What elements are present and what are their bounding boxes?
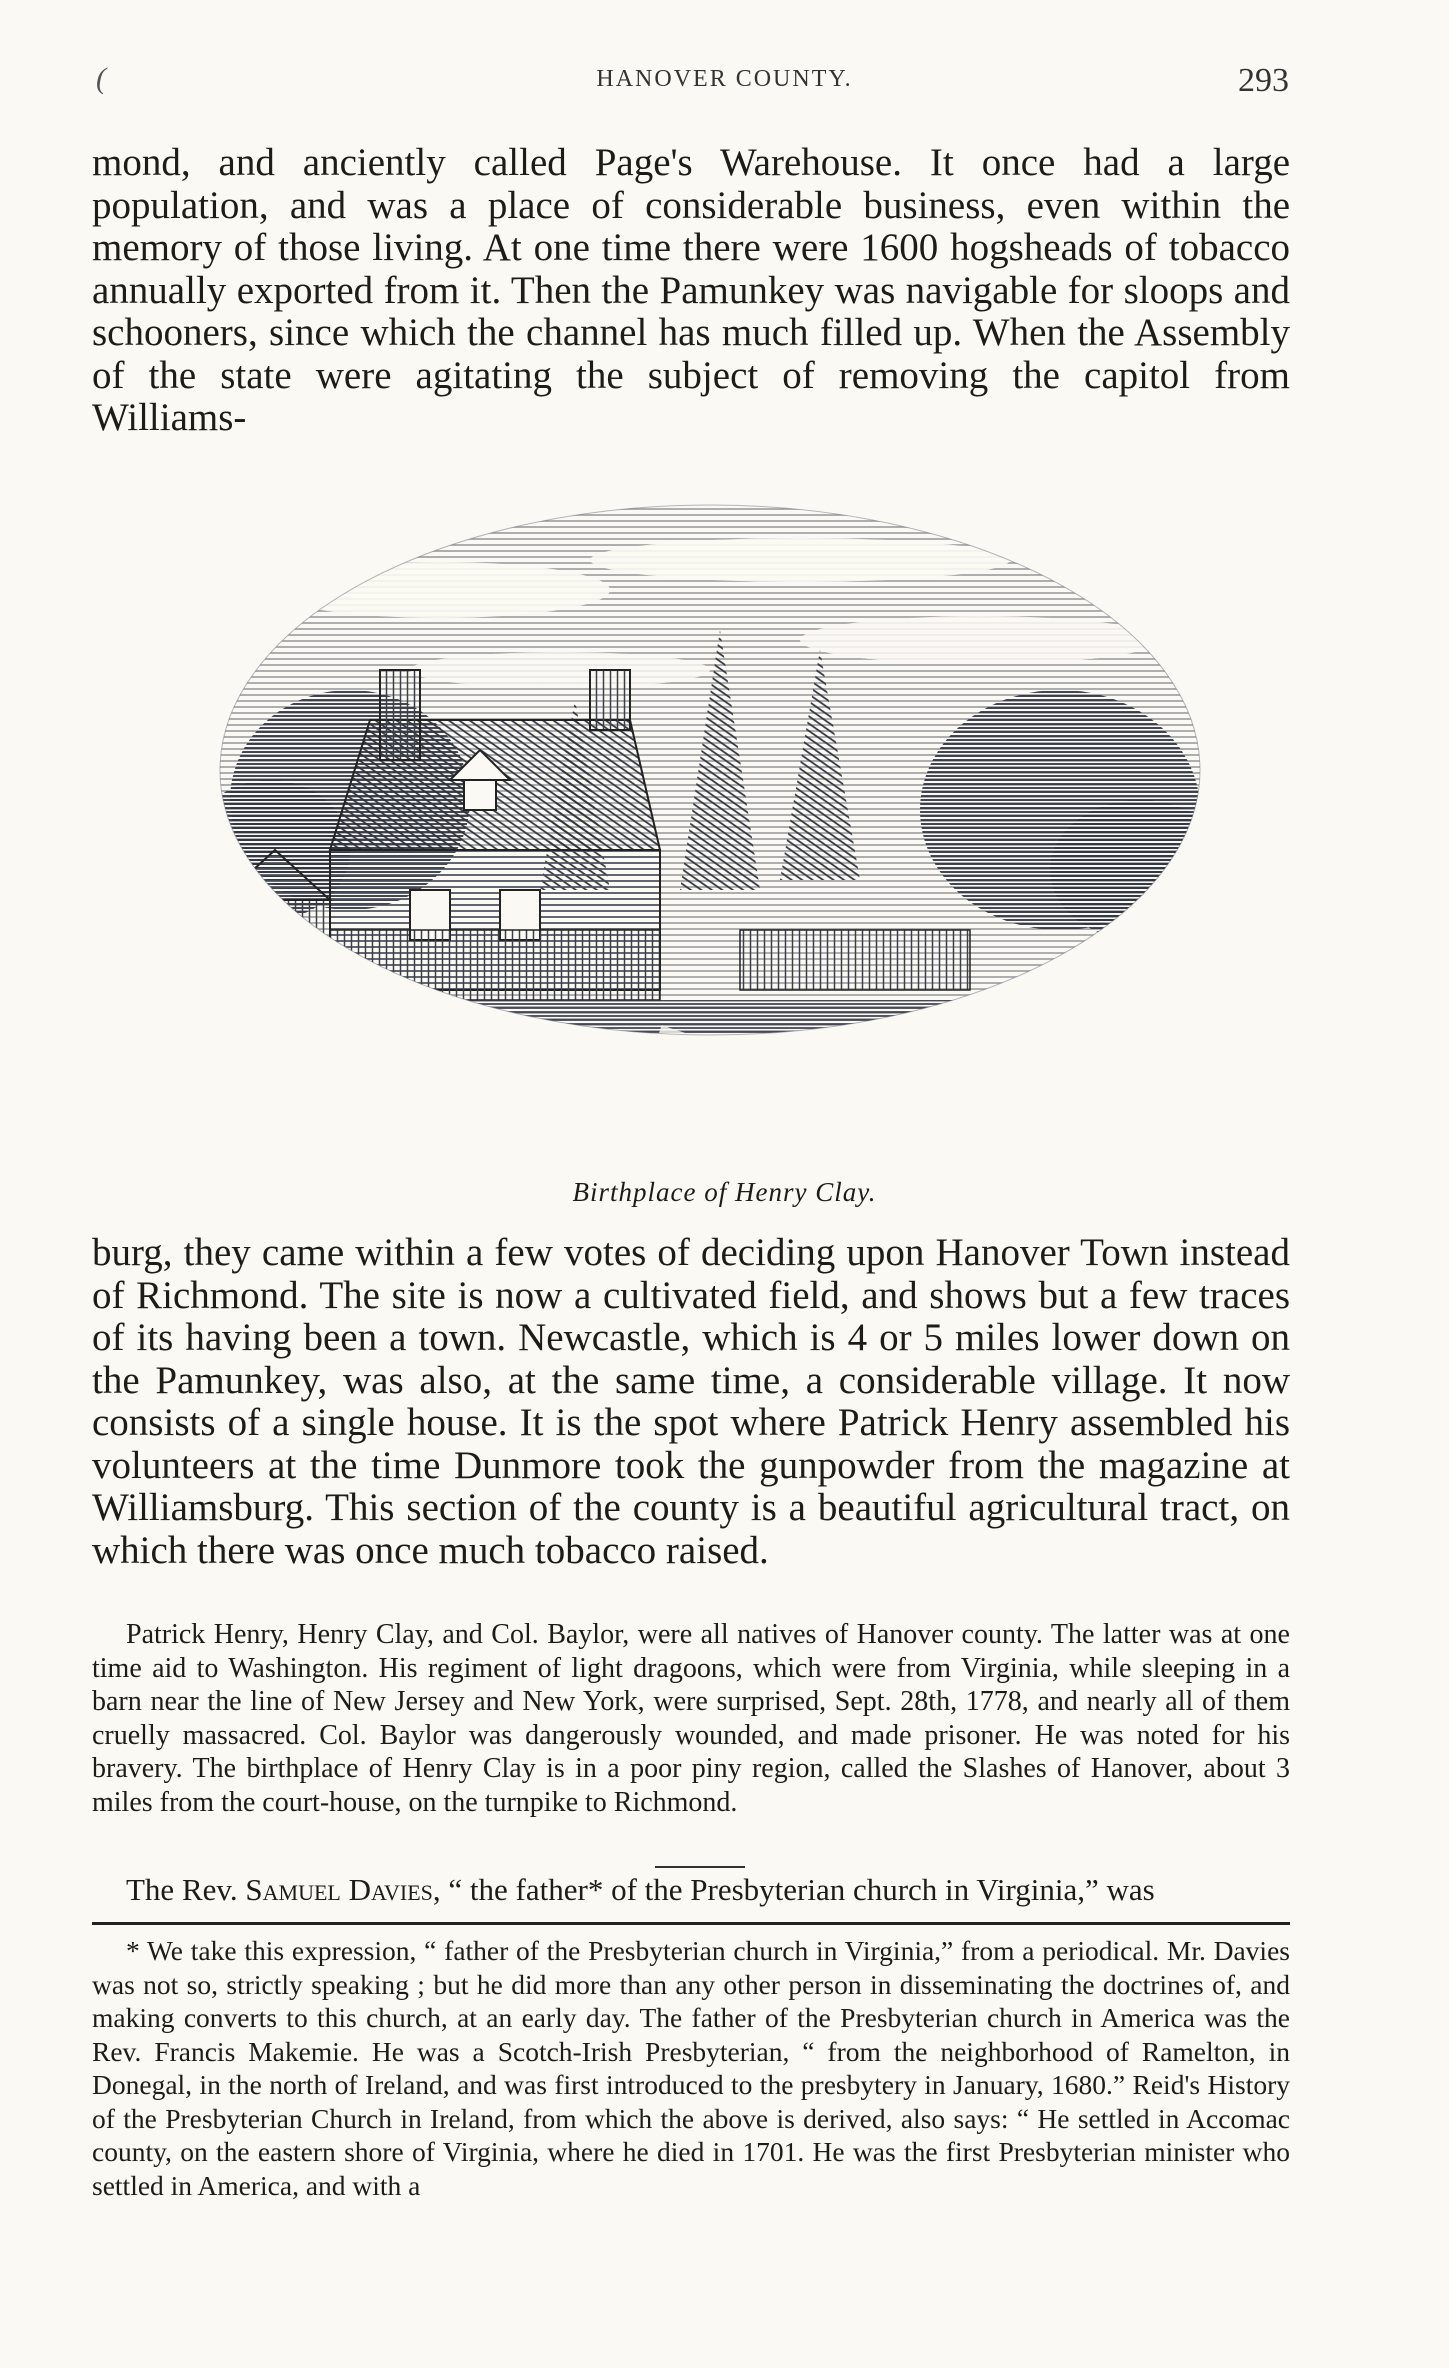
davies-intro: The Rev. [126,1872,246,1907]
page-number: 293 [1238,62,1289,99]
davies-paragraph [92,1872,1290,1908]
figure-caption: Birthplace of Henry Clay. [572,1177,877,1207]
body-paragraph-mid: burg, they came within a few votes of deciding upon Hanover Town instead of Richmond. The site is now a cultivated field, and shows but a few traces of its having been a town. Newcastle, which is 4 or 5 miles lower down on the Pamunkey, was also, at the same time, a considerable village. It now consists of a single house. It is the spot where Patrick Henry assembled his volunteers at the time Dunmore took the gunpowder from the magazine at Williamsburg. This section of the county is a beautiful agricultural tract, on which there was once much tobacco raised. [92,1231,1290,1572]
running-head: HANOVER COUNTY. [596,66,853,92]
section-divider [655,1866,745,1868]
davies-name: Samuel Davies [245,1872,433,1907]
davies-rest: , “ the father* of the Presbyterian church in Virginia,” was [432,1872,1155,1907]
footnote-rule [92,1922,1290,1925]
engraving-illustration [180,470,1240,1190]
small-print-paragraph: Patrick Henry, Henry Clay, and Col. Baylor, were all natives of Hanover county. The latter was at one time aid to Washington. His regiment of light dragoons, which were from Virginia, while sleeping in a barn near the line of New Jersey and New York, were surprised, Sept. 28th, 1778, and nearly all of them cruelly massacred. Col. Baylor was dangerously wounded, and made prisoner. He was noted for his bravery. The birthplace of Henry Clay is in a poor piny region, called the Slashes of Hanover, about 3 miles from the court-house, on the turnpike to Richmond. [92,1619,1290,1818]
body-paragraph-top: mond, and anciently called Page's Warehouse. It once had a large population, and was a place of considerable business, even within the memory of those living. At one time there were 1600 hogsheads of tobacco annually exported from it. Then the Pamunkey was navigable for sloops and schooners, since which the channel has much filled up. When the Assembly of the state were agitating the subject of removing the capitol from Williams- [92,141,1290,439]
margin-mark: ( [96,62,106,95]
page-header [0,62,1449,102]
footnote: * We take this expression, “ father of the Presbyterian church in Virginia,” from a periodical. Mr. Davies was not so, strictly speaking ; but he did more than any other person in disseminating the doctrines of, and making converts to this church, at an early day. The father of the Presbyterian church in America was the Rev. Francis Makemie. He was a Scotch-Irish Presbyterian, “ from the neighborhood of Ramelton, in Donegal, in the north of Ireland, and was first introduced to the presbytery in January, 1680.” Reid's History of the Presbyterian Church in Ireland, from which the above is derived, also says: “ He settled in Accomac county, on the eastern shore of Virginia, where he died in 1701. He was the first Presbyterian minister who settled in America, and with a [92,1935,1290,2201]
